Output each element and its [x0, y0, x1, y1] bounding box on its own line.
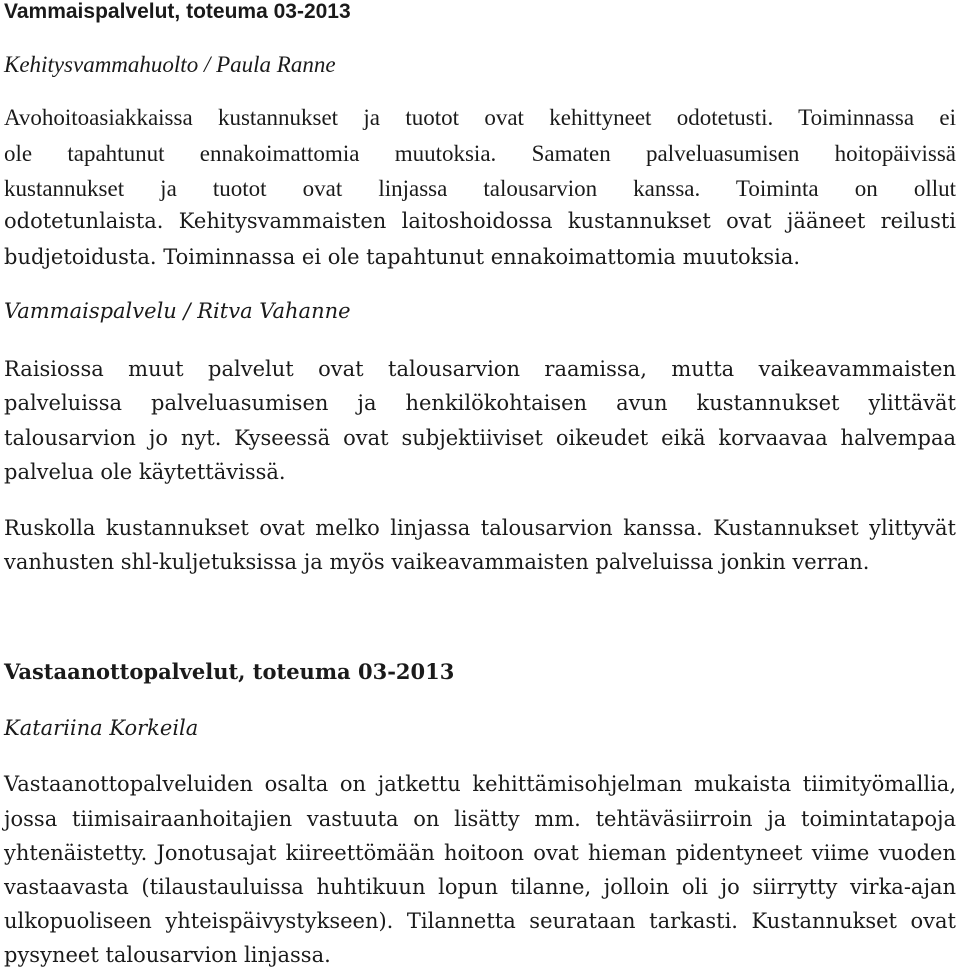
section1-paragraph1-line3: kustannukset ja tuotot ovat linjassa talousarvion kanssa. Toiminta on ollut [4, 176, 956, 201]
section1-paragraph2-line4: palvelua ole käytettävissä. [4, 460, 286, 484]
section1-paragraph1-line1: Avohoitoasiakkaissa kustannukset ja tuotot ovat kehittyneet odotetusti. Toiminnassa ei [4, 105, 956, 130]
section1-paragraph2-line2: palveluissa palveluasumisen ja henkilökohtaisen avun kustannukset ylittävät [4, 391, 956, 415]
section1-subtitle-vammaispalvelu: Vammaispalvelu / Ritva Vahanne [4, 299, 351, 323]
section1-paragraph2-line1: Raisiossa muut palvelut ovat talousarvion raamissa, mutta vaikeavammaisten [4, 357, 956, 381]
section2-paragraph1-line4: vastaavasta (tilaustauluissa huhtikuun lopun tilanne, jolloin oli jo siirrytty virka-ajan [4, 875, 956, 899]
section2-paragraph1-line5: ulkopuoliseen yhteispäivystykseen). Tilannetta seurataan tarkasti. Kustannukset ovat [4, 909, 956, 933]
section1-title: Vammaispalvelut, toteuma 03-2013 [4, 0, 351, 23]
section2-title: Vastaanottopalvelut, toteuma 03-2013 [4, 659, 455, 684]
section1-paragraph1-line2: ole tapahtunut ennakoimattomia muutoksia. Samaten palveluasumisen hoitopäivissä [4, 141, 956, 166]
section1-paragraph1-line4: odotetunlaista. Kehitysvammaisten laitoshoidossa kustannukset ovat jääneet reilusti [4, 209, 956, 233]
section2-paragraph1-line2: jossa tiimisairaanhoitajien vastuuta on lisätty mm. tehtäväsiirroin ja toimintatapoja [4, 807, 956, 831]
section2-paragraph1-line1: Vastaanottopalveluiden osalta on jatkettu kehittämisohjelman mukaista tiimityömallia, [4, 772, 956, 796]
section2-subtitle: Katariina Korkeila [4, 716, 199, 740]
section1-paragraph2-line3: talousarvion jo nyt. Kyseessä ovat subjektiiviset oikeudet eikä korvaavaa halvempaa [4, 426, 956, 450]
section1-paragraph1-line5: budjetoidusta. Toiminnassa ei ole tapahtunut ennakoimattomia muutoksia. [4, 245, 801, 269]
section1-paragraph3-line2: vanhusten shl-kuljetuksissa ja myös vaikeavammaisten palveluissa jonkin verran. [4, 550, 870, 574]
section2-paragraph1-line6: pysyneet talousarvion linjassa. [4, 943, 331, 967]
section2-paragraph1-line3: yhtenäistetty. Jonotusajat kiireettömään hoitoon ovat hieman pidentyneet viime vuoden [4, 841, 956, 865]
section1-subtitle-kehitysvammahuolto: Kehitysvammahuolto / Paula Ranne [4, 52, 336, 77]
section1-paragraph3-line1: Ruskolla kustannukset ovat melko linjassa talousarvion kanssa. Kustannukset ylittyvät [4, 516, 956, 540]
